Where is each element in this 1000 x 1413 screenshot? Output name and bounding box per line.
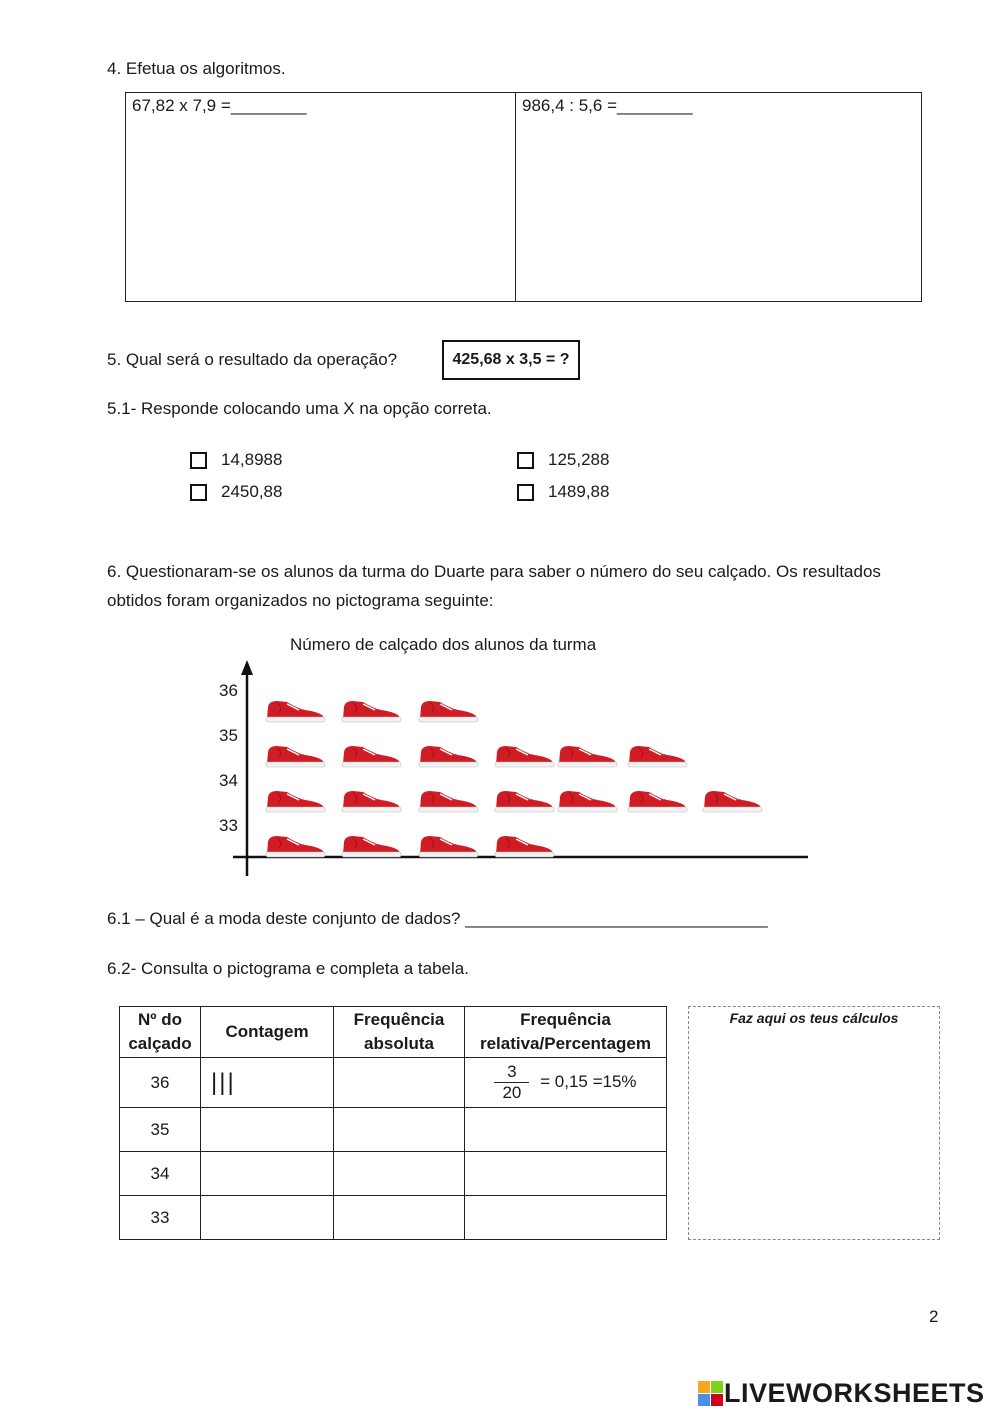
q5-question: 5. Qual será o resultado da operação? <box>107 350 398 369</box>
sneaker-icon <box>265 740 327 770</box>
header-shoe-size <box>120 1007 201 1058</box>
chart-title: Número de calçado dos alunos da turma <box>290 635 597 654</box>
row-tally-input[interactable] <box>201 1152 334 1196</box>
operation-box: 425,68 x 3,5 = ? <box>442 340 580 380</box>
q6-intro-line2: obtidos foram organizados no pictograma seguinte: <box>107 591 494 610</box>
row-tally[interactable]: ||| <box>201 1058 334 1108</box>
option-label: 1489,88 <box>548 482 610 501</box>
row-size: 36 <box>120 1058 201 1108</box>
header-count: Contagem <box>201 1007 334 1058</box>
row-tally-input[interactable] <box>201 1196 334 1240</box>
sneaker-icon <box>557 785 619 815</box>
header-relative-line1: Frequência <box>520 1010 611 1029</box>
sneaker-icon <box>418 830 480 860</box>
relative-result: = 0,15 =15% <box>540 1071 637 1091</box>
row-relative-input[interactable] <box>465 1108 667 1152</box>
option-label: 2450,88 <box>221 482 283 501</box>
y-axis-arrow-icon <box>241 660 253 675</box>
sneaker-icon <box>341 695 403 725</box>
table-row <box>120 1152 667 1196</box>
header-shoe-size-line2: calçado <box>128 1034 192 1053</box>
y-tick-label-34: 34 <box>219 771 238 790</box>
sneaker-icon <box>265 695 327 725</box>
option-1[interactable] <box>190 450 282 470</box>
option-3[interactable] <box>190 482 282 502</box>
q6-1-question: 6.1 – Qual é a moda deste conjunto de dados? ________________________________ <box>107 909 768 928</box>
row-relative-input[interactable] <box>465 1196 667 1240</box>
row-tally-input[interactable] <box>201 1108 334 1152</box>
sneaker-icon <box>557 740 619 770</box>
sneaker-icon <box>265 785 327 815</box>
y-tick-label-35: 35 <box>219 726 238 745</box>
sneaker-icon <box>418 785 480 815</box>
header-relative-frequency <box>465 1007 667 1058</box>
q4-title: 4. Efetua os algoritmos. <box>107 59 286 78</box>
liveworksheets-logo <box>698 1378 985 1409</box>
checkbox-icon[interactable] <box>190 484 207 501</box>
fraction-denominator: 20 <box>494 1082 529 1103</box>
sneaker-icon <box>418 695 480 725</box>
q5-1-instruction: 5.1- Responde colocando uma X na opção correta. <box>107 399 492 418</box>
table-row <box>120 1058 667 1108</box>
y-tick-label-36: 36 <box>219 681 238 700</box>
sneaker-icon <box>494 785 556 815</box>
option-2[interactable] <box>517 450 609 470</box>
sneaker-icon <box>494 740 556 770</box>
sneaker-icon <box>702 785 764 815</box>
liveworksheets-logo-icon <box>698 1381 724 1407</box>
sneaker-icon <box>341 740 403 770</box>
row-size: 34 <box>120 1152 201 1196</box>
q6-2-instruction: 6.2- Consulta o pictograma e completa a tabela. <box>107 959 469 978</box>
option-4[interactable] <box>517 482 609 502</box>
page-number: 2 <box>929 1307 939 1326</box>
row-absolute-input[interactable] <box>334 1108 465 1152</box>
division-expression: 986,4 : 5,6 =________ <box>522 96 693 115</box>
header-absolute-line1: Frequência <box>353 1010 445 1029</box>
sneaker-icon <box>627 740 689 770</box>
sneaker-icon <box>265 830 327 860</box>
row-relative-input[interactable] <box>465 1152 667 1196</box>
row-absolute-input[interactable] <box>334 1196 465 1240</box>
row-absolute-input[interactable] <box>334 1152 465 1196</box>
sneaker-icon <box>627 785 689 815</box>
sneaker-icon <box>341 785 403 815</box>
sneaker-icon <box>341 830 403 860</box>
row-absolute-input[interactable] <box>334 1058 465 1108</box>
table-row <box>120 1196 667 1240</box>
fraction-numerator: 3 <box>507 1062 517 1081</box>
brand-name: LIVEWORKSHEETS <box>724 1378 985 1408</box>
checkbox-icon[interactable] <box>190 452 207 469</box>
sneaker-icon <box>494 830 556 860</box>
algorithm-box-left[interactable] <box>125 92 516 302</box>
y-tick-label-33: 33 <box>219 816 238 835</box>
header-relative-line2: relativa/Percentagem <box>479 1034 652 1053</box>
option-label: 14,8988 <box>221 450 283 469</box>
checkbox-icon[interactable] <box>517 484 534 501</box>
table-header-row <box>120 1007 667 1058</box>
table-row <box>120 1108 667 1152</box>
row-size: 33 <box>120 1196 201 1240</box>
header-absolute-line2: absoluta <box>364 1034 434 1053</box>
calculation-box[interactable] <box>688 1006 940 1240</box>
option-label: 125,288 <box>548 450 610 469</box>
frequency-table <box>119 1006 667 1240</box>
row-relative[interactable] <box>465 1058 667 1108</box>
fraction <box>494 1062 529 1103</box>
header-shoe-size-line1: Nº do <box>138 1010 182 1029</box>
row-size: 35 <box>120 1108 201 1152</box>
multiplication-expression: 67,82 x 7,9 =________ <box>132 96 307 115</box>
calculation-box-label: Faz aqui os teus cálculos <box>729 1010 899 1026</box>
algorithm-box-right[interactable] <box>515 92 922 302</box>
sneaker-icon <box>418 740 480 770</box>
q6-intro-line1: 6. Questionaram-se os alunos da turma do Duarte para saber o número do seu calçado. Os resultados <box>107 562 881 581</box>
checkbox-icon[interactable] <box>517 452 534 469</box>
header-absolute-frequency <box>334 1007 465 1058</box>
